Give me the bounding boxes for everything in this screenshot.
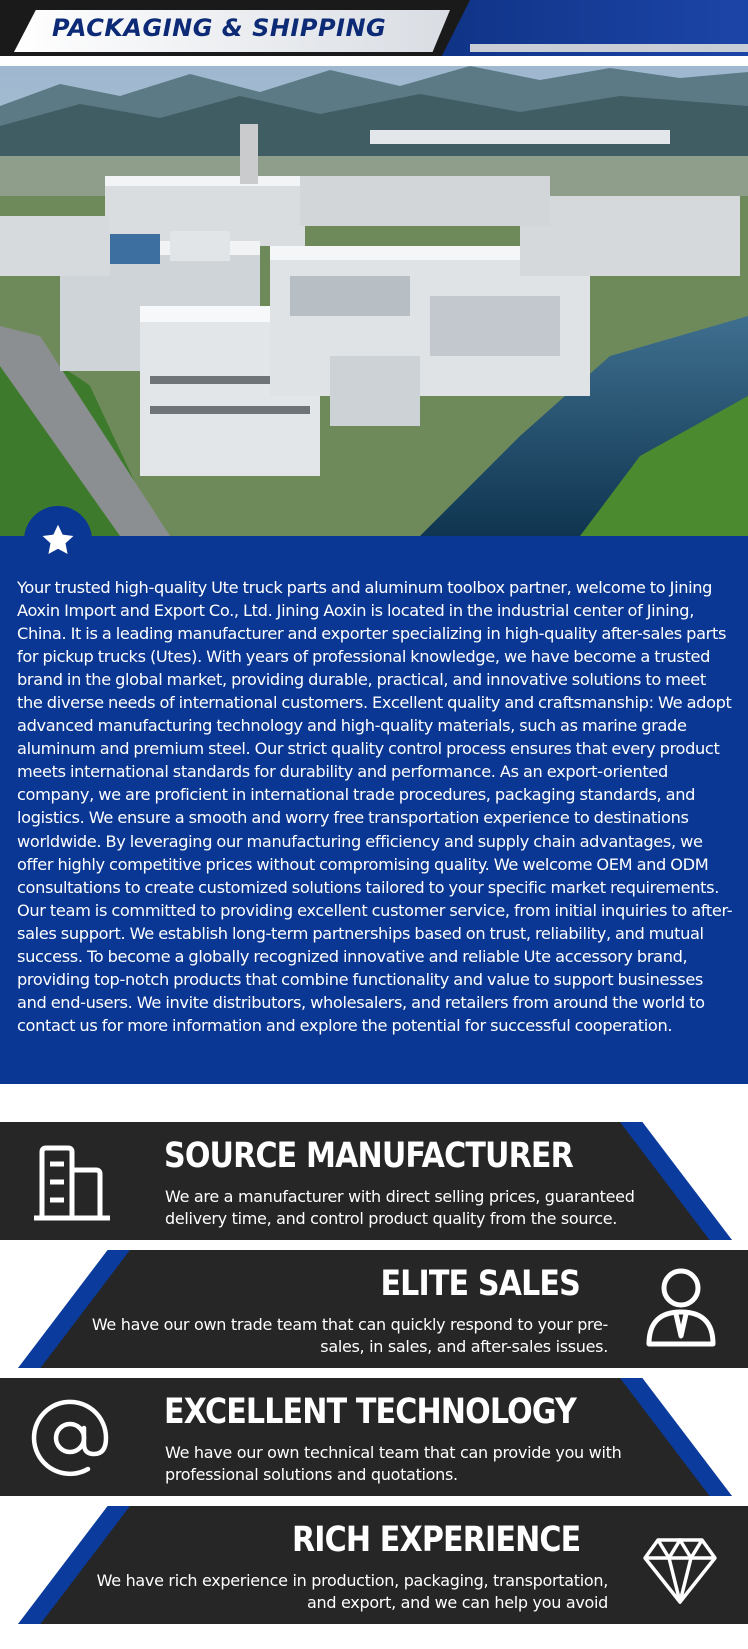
star-icon — [40, 522, 76, 558]
header-stripe — [470, 44, 748, 52]
salesperson-icon — [644, 1266, 718, 1353]
feature-source-manufacturer — [0, 1122, 748, 1240]
feature-title: ELITE SALES — [380, 1264, 580, 1304]
feature-elite-sales — [0, 1250, 748, 1368]
feature-title: EXCELLENT TECHNOLOGY — [164, 1392, 576, 1432]
feature-description: We have our own technical team that can provide you with professional solutions and quotations. — [165, 1443, 622, 1484]
building-icon — [30, 1142, 116, 1227]
page-title: PACKAGING & SHIPPING — [52, 14, 387, 42]
feature-description: We have rich experience in production, packaging, transportation, and export, and we can help you avoid — [96, 1571, 608, 1612]
company-intro-text: Your trusted high-quality Ute truck parts and aluminum toolbox partner, welcome to Jining Aoxin Import and Export Co., Ltd. Jining Aoxin is located in the industrial center of Jining, China. It is a leading manufacturer and exporter specializing in high-quality after-sales parts for pickup trucks (Utes). With years of professional knowledge, we have become a trusted brand in the global market, providing durable, practical, and innovative solutions to meet the diverse needs of international customers. Excellent quality and craftsmanship: We adopt advanced manufacturing technology and high-quality materials, such as marine grade aluminum and premium steel. Our strict quality control process ensures that every product meets international standards for durability and performance. As an export-oriented company, we are proficient in international trade procedures, packaging standards, and logistics. We ensure a smooth and worry free transportation experience to destinations worldwide. By leveraging our manufacturing efficiency and supply chain advantages, we offer highly competitive prices without compromising quality. We welcome OEM and ODM consultations to create customized solutions tailored to your specific market requirements. Our team is committed to providing excellent customer service, from initial inquiries to after-sales support. We establish long-term partnerships based on trust, reliability, and mutual success. To become a globally recognized innovative and reliable Ute accessory brand, providing top-notch products that combine functionality and value to support businesses and end-users. We invite distributors, wholesalers, and retailers from around the world to contact us for more information and explore the potential for successful cooperation. — [17, 578, 733, 1035]
feature-title: SOURCE MANUFACTURER — [164, 1136, 573, 1176]
feature-rich-experience — [0, 1506, 748, 1624]
page-header — [0, 0, 748, 56]
factory-illustration — [0, 66, 748, 536]
factory-aerial-image — [0, 66, 748, 536]
feature-excellent-technology — [0, 1378, 748, 1496]
feature-title: RICH EXPERIENCE — [291, 1520, 580, 1560]
feature-description: We are a manufacturer with direct selling prices, guaranteed delivery time, and control product quality from the source. — [165, 1187, 635, 1228]
at-sign-icon — [30, 1398, 110, 1483]
feature-description: We have our own trade team that can quickly respond to your pre-sales, in sales, and after-sales issues. — [91, 1315, 608, 1356]
star-badge — [24, 506, 92, 574]
diamond-icon — [642, 1536, 718, 1611]
